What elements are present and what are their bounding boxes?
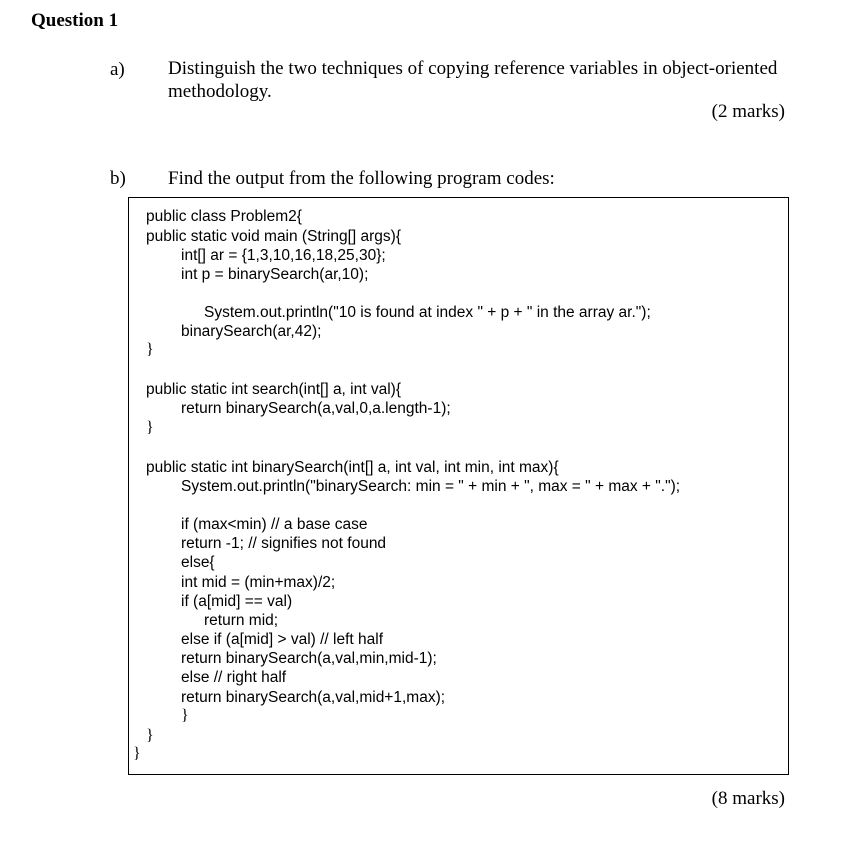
code-line-search-close: } bbox=[146, 419, 154, 436]
code-line-method-close: } bbox=[146, 727, 154, 744]
part-a-question bbox=[168, 57, 777, 103]
part-b-question: Find the output from the following program codes: bbox=[168, 168, 555, 189]
code-line-main-close: } bbox=[146, 341, 154, 358]
code-line-println-bounds: System.out.println("binarySearch: min = " + min + ", max = " + max + "."); bbox=[181, 478, 681, 495]
code-line-search-return: return binarySearch(a,val,0,a.length-1); bbox=[181, 400, 451, 417]
part-a-text-line2: methodology. bbox=[168, 81, 272, 102]
code-line-println-found: System.out.println("10 is found at index " + p + " in the array ar."); bbox=[204, 304, 651, 321]
code-line-recurse-left: return binarySearch(a,val,min,mid-1); bbox=[181, 650, 437, 667]
code-line-left-half: else if (a[mid] > val) // left half bbox=[181, 631, 384, 648]
code-line-array-init: int[] ar = {1,3,10,16,18,25,30}; bbox=[181, 247, 386, 264]
part-b-marks: (8 marks) bbox=[711, 788, 785, 809]
code-line-class-decl: public class Problem2{ bbox=[146, 208, 302, 225]
code-line-search-call-42: binarySearch(ar,42); bbox=[181, 323, 322, 340]
part-a-text-line1: Distinguish the two techniques of copying reference variables in object-oriented bbox=[168, 58, 778, 79]
code-line-return-not-found: return -1; // signifies not found bbox=[181, 535, 387, 552]
code-line-right-half: else // right half bbox=[181, 669, 287, 686]
code-line-return-mid: return mid; bbox=[204, 612, 279, 629]
code-line-else-close: } bbox=[181, 707, 189, 724]
part-b-label: b) bbox=[110, 168, 126, 189]
code-line-search-call: int p = binarySearch(ar,10); bbox=[181, 266, 369, 283]
code-line-base-case: if (max<min) // a base case bbox=[181, 516, 368, 533]
code-line-binarysearch-decl: public static int binarySearch(int[] a, int val, int min, int max){ bbox=[146, 459, 559, 476]
code-line-search-decl: public static int search(int[] a, int val){ bbox=[146, 381, 402, 398]
code-line-recurse-right: return binarySearch(a,val,mid+1,max); bbox=[181, 689, 446, 706]
part-a-label: a) bbox=[110, 59, 125, 80]
part-a-marks: (2 marks) bbox=[711, 101, 785, 122]
code-line-class-close: } bbox=[133, 745, 141, 762]
code-line-else-open: else{ bbox=[181, 554, 215, 571]
question-title: Question 1 bbox=[31, 10, 119, 31]
code-line-main-decl: public static void main (String[] args){ bbox=[146, 228, 401, 245]
code-line-mid-calc: int mid = (min+max)/2; bbox=[181, 574, 336, 591]
code-line-if-found: if (a[mid] == val) bbox=[181, 593, 293, 610]
